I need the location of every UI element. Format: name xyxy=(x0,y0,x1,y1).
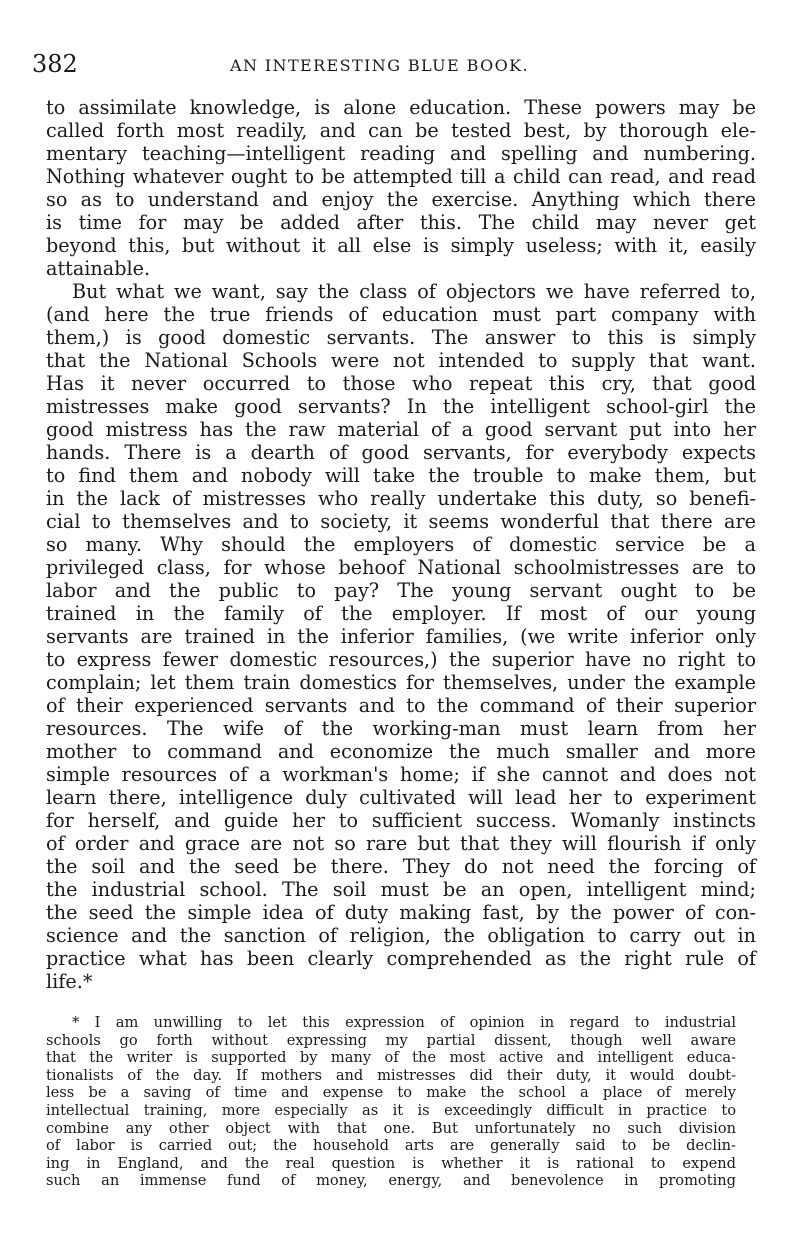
text-line: of order and grace are not so rare but that they will flourish if only xyxy=(46,832,756,855)
text-line: life.* xyxy=(46,970,93,993)
text-line: simple resources of a workman's home; if she cannot and does not xyxy=(46,763,756,786)
text-line: the industrial school. The soil must be an open, intelligent mind; xyxy=(46,878,756,901)
text-line: Has it never occurred to those who repeat this cry, that good xyxy=(46,372,756,395)
footnote-line: combine any other object with that one. But unfortunately no such division xyxy=(46,1119,736,1137)
page-header xyxy=(30,50,765,80)
text-line: to assimilate knowledge, is alone education. These powers may be xyxy=(46,96,756,119)
text-line: is time for may be added after this. The child may never get xyxy=(46,211,756,234)
footnote-line: that the writer is supported by many of the most active and intelligent educa- xyxy=(46,1049,736,1067)
text-line: complain; let them train domestics for themselves, under the example xyxy=(46,671,756,694)
text-line: hands. There is a dearth of good servants, for everybody expects xyxy=(46,441,756,464)
text-line: the soil and the seed be there. They do not need the forcing of xyxy=(46,855,756,878)
text-line: servants are trained in the inferior families, (we write inferior only xyxy=(46,625,756,648)
text-line: so as to understand and enjoy the exercise. Anything which there xyxy=(46,188,756,211)
text-line: called forth most readily, and can be tested best, by thorough ele- xyxy=(46,119,756,142)
page-number: 382 xyxy=(32,50,78,78)
footnote-line: intellectual training, more especially as it is exceedingly difficult in practice to xyxy=(46,1101,736,1119)
text-line: (and here the true friends of education must part company with xyxy=(46,303,756,326)
text-line: mistresses make good servants? In the intelligent school-girl the xyxy=(46,395,756,418)
running-head: AN INTERESTING BLUE BOOK. xyxy=(230,56,529,75)
text-line: Nothing whatever ought to be attempted till a child can read, and read xyxy=(46,165,756,188)
text-line: of their experienced servants and to the command of their superior xyxy=(46,694,756,717)
footnote-line: of labor is carried out; the household arts are generally said to be declin- xyxy=(46,1137,736,1155)
text-line: privileged class, for whose behoof National schoolmistresses are to xyxy=(46,556,756,579)
text-line: science and the sanction of religion, the obligation to carry out in xyxy=(46,924,756,947)
text-line: cial to themselves and to society, it seems wonderful that there are xyxy=(46,510,756,533)
text-line: mentary teaching—intelligent reading and spelling and numbering. xyxy=(46,142,756,165)
text-line: for herself, and guide her to sufficient success. Womanly instincts xyxy=(46,809,756,832)
footnote-line: less be a saving of time and expense to make the school a place of merely xyxy=(46,1084,736,1102)
text-line: learn there, intelligence duly cultivated will lead her to experiment xyxy=(46,786,756,809)
text-line: mother to command and economize the much smaller and more xyxy=(46,740,756,763)
text-line: resources. The wife of the working-man must learn from her xyxy=(46,717,756,740)
footnote-line: * I am unwilling to let this expression of opinion in regard to industrial xyxy=(72,1014,736,1031)
text-line: in the lack of mistresses who really undertake this duty, so benefi- xyxy=(46,487,756,510)
text-line: labor and the public to pay? The young servant ought to be xyxy=(46,579,756,602)
text-line: practice what has been clearly comprehended as the right rule of xyxy=(46,947,756,970)
text-line: to express fewer domestic resources,) the superior have no right to xyxy=(46,648,756,671)
text-line: beyond this, but without it all else is simply useless; with it, easily xyxy=(46,234,756,257)
footnote-line: ing in England, and the real question is whether it is rational to expend xyxy=(46,1154,736,1172)
text-line: to find them and nobody will take the trouble to make them, but xyxy=(46,464,756,487)
body-text xyxy=(46,96,756,993)
text-line: the seed the simple idea of duty making fast, by the power of con- xyxy=(46,901,756,924)
footnote-line: schools go forth without expressing my partial dissent, though well aware xyxy=(46,1031,736,1049)
text-line: attainable. xyxy=(46,257,151,280)
text-line: But what we want, say the class of objectors we have referred to, xyxy=(72,280,756,303)
text-line: that the National Schools were not intended to supply that want. xyxy=(46,349,756,372)
text-line: them,) is good domestic servants. The answer to this is simply xyxy=(46,326,756,349)
text-line: good mistress has the raw material of a good servant put into her xyxy=(46,418,756,441)
text-line: so many. Why should the employers of domestic service be a xyxy=(46,533,756,556)
footnote-line: such an immense fund of money, energy, and benevolence in promoting xyxy=(46,1172,736,1190)
footnote xyxy=(46,1014,736,1190)
footnote-line: tionalists of the day. If mothers and mistresses did their duty, it would doubt- xyxy=(46,1066,736,1084)
text-line: trained in the family of the employer. If most of our young xyxy=(46,602,756,625)
